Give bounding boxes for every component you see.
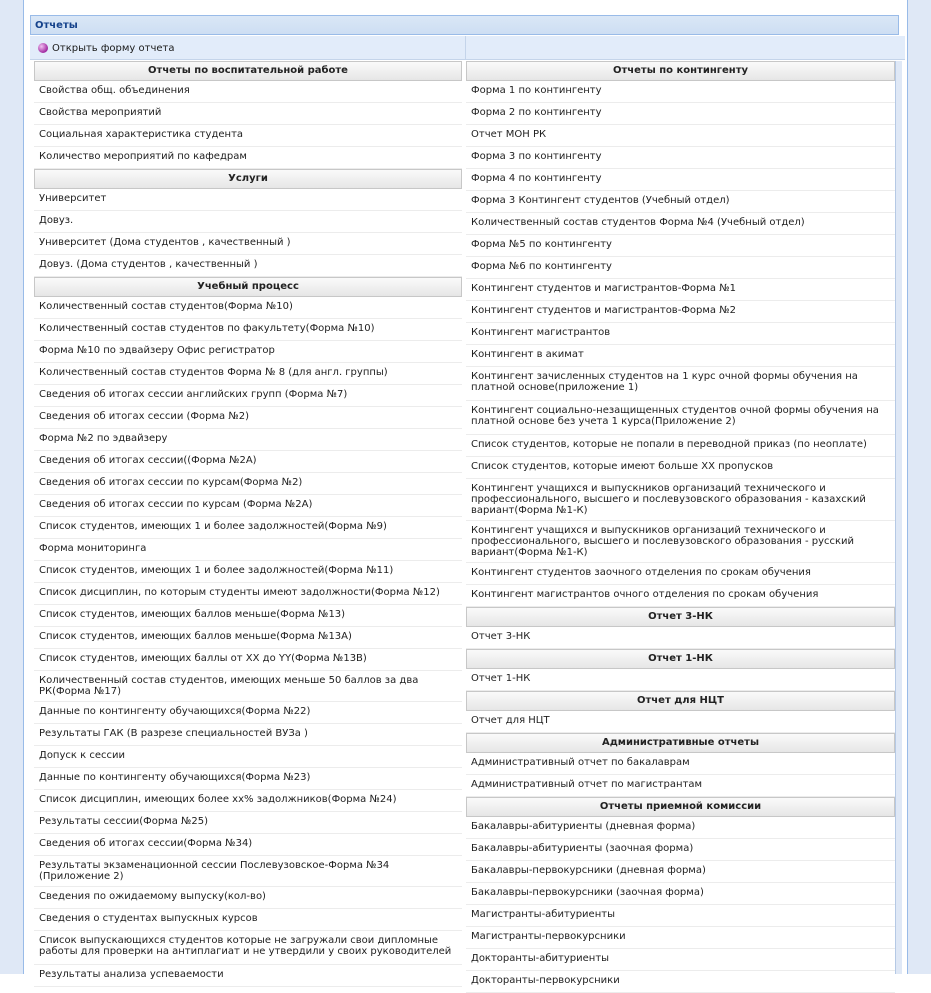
report-item[interactable]: Контингент магистрантов очного отделения по срокам обучения (466, 585, 895, 607)
open-report-label: Открыть форму отчета (52, 42, 175, 54)
report-item[interactable]: Контингент социально-незащищенных студентов очной формы обучения на платной основе без учета 1 курса(Приложение 2) (466, 401, 895, 435)
report-item[interactable]: Количественный состав студентов по факультету(Форма №10) (34, 319, 462, 341)
report-item[interactable]: Сведения по ожидаемому выпуску(кол-во) (34, 887, 462, 909)
report-item[interactable]: Количественный состав студентов Форма №4 (Учебный отдел) (466, 213, 895, 235)
report-item[interactable]: Социальная характеристика студента (34, 125, 462, 147)
section-header: Услуги (34, 169, 462, 189)
report-item[interactable]: Результаты анализа успеваемости (34, 965, 462, 987)
panel-title: Отчеты (30, 15, 899, 35)
report-item[interactable]: Форма 4 по контингенту (466, 169, 895, 191)
report-item[interactable]: Данные по контингенту обучающихся(Форма №23) (34, 768, 462, 790)
report-item[interactable]: Количественный состав студентов(Форма №10) (34, 297, 462, 319)
report-item[interactable]: Контингент в акимат (466, 345, 895, 367)
report-item[interactable]: Список студентов, имеющих баллов меньше(Форма №13) (34, 605, 462, 627)
report-item[interactable]: Бакалавры-абитуриенты (дневная форма) (466, 817, 895, 839)
report-item[interactable]: Сведения о студентах выпускных курсов (34, 909, 462, 931)
report-item[interactable]: Бакалавры-первокурсники (заочная форма) (466, 883, 895, 905)
report-item[interactable]: Сведения об итогах сессии (Форма №2) (34, 407, 462, 429)
report-item[interactable]: Докторанты-первокурсники (466, 971, 895, 993)
report-item[interactable]: Количественный состав студентов, имеющих меньше 50 баллов за два РК(Форма №17) (34, 671, 462, 702)
report-item[interactable]: Бакалавры-абитуриенты (заочная форма) (466, 839, 895, 861)
report-item[interactable]: Свойства общ. объединения (34, 81, 462, 103)
report-item[interactable]: Форма №10 по эдвайзеру Офис регистратор (34, 341, 462, 363)
report-item[interactable]: Магистранты-первокурсники (466, 927, 895, 949)
report-item[interactable]: Форма 3 по контингенту (466, 147, 895, 169)
report-item[interactable]: Список студентов, имеющих баллов меньше(Форма №13А) (34, 627, 462, 649)
scrollbar-track[interactable] (895, 61, 902, 974)
report-item[interactable]: Результаты сессии(Форма №25) (34, 812, 462, 834)
report-item[interactable]: Бакалавры-первокурсники (дневная форма) (466, 861, 895, 883)
report-item[interactable]: Список студентов, имеющих 1 и более задолжностей(Форма №9) (34, 517, 462, 539)
report-item[interactable]: Список дисциплин, по которым студенты имеют задолжности(Форма №12) (34, 583, 462, 605)
report-item[interactable]: Форма 2 по контингенту (466, 103, 895, 125)
report-item[interactable]: Отчет 3-НК (466, 627, 895, 649)
report-item[interactable]: Довуз. (34, 211, 462, 233)
report-item[interactable]: Данные по контингенту обучающихся(Форма №22) (34, 702, 462, 724)
report-item[interactable]: Форма №6 по контингенту (466, 257, 895, 279)
report-item[interactable]: Контингент зачисленных студентов на 1 курс очной формы обучения на платной основе(приложение 1) (466, 367, 895, 401)
section-header: Отчет 3-НК (466, 607, 895, 627)
report-item[interactable]: Список выпускающихся студентов которые не загружали свои дипломные работы для проверки на антиплагиат и не утвердили у своих руководителей (34, 931, 462, 965)
report-item[interactable]: Список студентов, которые имеют больше XX пропусков (466, 457, 895, 479)
section-header: Отчет для НЦТ (466, 691, 895, 711)
report-item[interactable]: Результаты экзаменационной сессии Послевузовское-Форма №34 (Приложение 2) (34, 856, 462, 887)
report-item[interactable]: Отчет МОН РК (466, 125, 895, 147)
report-item[interactable]: Административный отчет по магистрантам (466, 775, 895, 797)
report-item[interactable]: Контингент студентов заочного отделения по срокам обучения (466, 563, 895, 585)
report-item[interactable]: Количественный состав студентов Форма № 8 (для англ. группы) (34, 363, 462, 385)
report-item[interactable]: Контингент студентов и магистрантов-Форма №2 (466, 301, 895, 323)
report-item[interactable]: Список студентов, имеющих баллы от XX до YY(Форма №13В) (34, 649, 462, 671)
report-item[interactable]: Докторанты-абитуриенты (466, 949, 895, 971)
report-item[interactable]: Контингент магистрантов (466, 323, 895, 345)
report-form-icon (38, 43, 48, 53)
report-item[interactable]: Результаты ГАК (В разрезе специальностей ВУЗа ) (34, 724, 462, 746)
report-item[interactable]: Свойства мероприятий (34, 103, 462, 125)
section-header: Административные отчеты (466, 733, 895, 753)
report-item[interactable]: Отчет для НЦТ (466, 711, 895, 733)
report-item[interactable]: Форма 3 Контингент студентов (Учебный отдел) (466, 191, 895, 213)
section-header: Отчеты по воспитательной работе (34, 61, 462, 81)
viewport-background-left (0, 0, 23, 974)
report-item[interactable]: Список студентов, которые не попали в переводной приказ (по неоплате) (466, 435, 895, 457)
toolbar (30, 36, 905, 60)
report-item[interactable]: Допуск к сессии (34, 746, 462, 768)
report-item[interactable]: Контингент студентов и магистрантов-Форма №1 (466, 279, 895, 301)
report-item[interactable]: Административный отчет по бакалаврам (466, 753, 895, 775)
report-item[interactable]: Контингент учащихся и выпускников организаций технического и профессионального, высшего и послевузовского образования - казахский вариант(Форма №1-К) (466, 479, 895, 521)
report-item[interactable]: Сведения об итогах сессии(Форма №34) (34, 834, 462, 856)
report-item[interactable]: Форма №5 по контингенту (466, 235, 895, 257)
report-item[interactable]: Список дисциплин, имеющих более хх% задолжников(Форма №24) (34, 790, 462, 812)
report-item[interactable]: Форма мониторинга (34, 539, 462, 561)
toolbar-divider (465, 36, 466, 60)
report-item[interactable]: Сведения об итогах сессии по курсам (Форма №2А) (34, 495, 462, 517)
section-header: Отчеты по контингенту (466, 61, 895, 81)
report-item[interactable]: Магистранты-абитуриенты (466, 905, 895, 927)
open-report-button[interactable] (38, 41, 175, 55)
report-item[interactable]: Форма 1 по контингенту (466, 81, 895, 103)
viewport-background-right (908, 0, 931, 974)
report-item[interactable]: Отчет 1-НК (466, 669, 895, 691)
section-header: Учебный процесс (34, 277, 462, 297)
section-header: Отчеты приемной комиссии (466, 797, 895, 817)
report-item[interactable]: Количество мероприятий по кафедрам (34, 147, 462, 169)
report-item[interactable]: Контингент учащихся и выпускников организаций технического и профессионального, высшего и послевузовского образования - русский вариант(Форма №1-К) (466, 521, 895, 563)
report-item[interactable]: Сведения об итогах сессии((Форма №2А) (34, 451, 462, 473)
report-item[interactable]: Довуз. (Дома студентов , качественный ) (34, 255, 462, 277)
report-item[interactable]: Сведения об итогах сессии английских групп (Форма №7) (34, 385, 462, 407)
report-item[interactable]: Форма №2 по эдвайзеру (34, 429, 462, 451)
left-report-list (34, 61, 462, 987)
right-report-list (466, 61, 895, 993)
section-header: Отчет 1-НК (466, 649, 895, 669)
report-item[interactable]: Университет (34, 189, 462, 211)
report-item[interactable]: Сведения об итогах сессии по курсам(Форма №2) (34, 473, 462, 495)
report-item[interactable]: Университет (Дома студентов , качественный ) (34, 233, 462, 255)
report-item[interactable]: Список студентов, имеющих 1 и более задолжностей(Форма №11) (34, 561, 462, 583)
